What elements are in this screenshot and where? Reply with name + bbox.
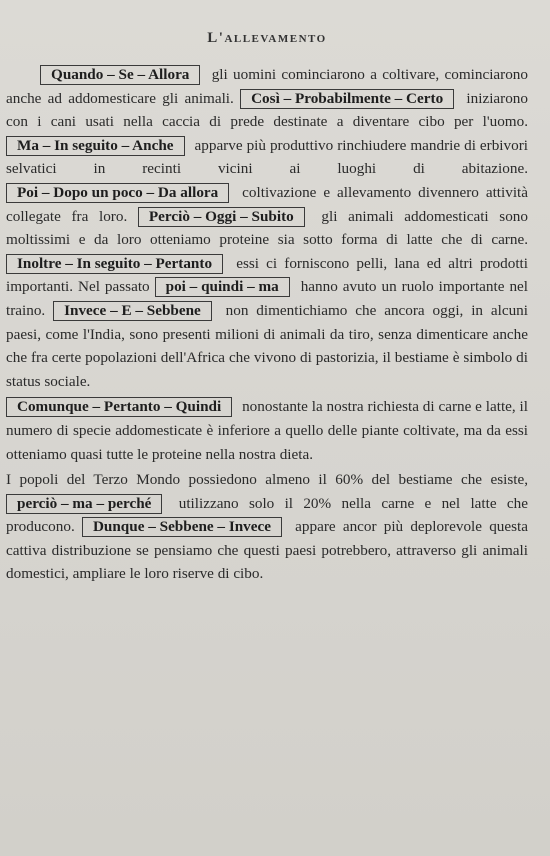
text-segment: I popoli del Terzo Mondo possiedono almeno il 60% del bestiame che esiste, — [6, 471, 528, 489]
text-segment: non dimentichiamo che ancora oggi, in alcuni paesi, come l'India, sono presenti milioni di animali da tiro, senza dimenticare anche che fra certe popolazioni dell'Africa che vivono di pastorizia, il bestiame è simbolo di status sociale. — [6, 301, 528, 390]
text-segment: appare ancor più deplorevole questa cattiva distribuzione se pensiamo che questi paesi potrebbero, attraverso gli animali domestici, ampliare le loro riserve di cibo. — [6, 518, 528, 583]
connector-choice-box[interactable]: poi – quindi – ma — [155, 277, 290, 297]
connector-choice-box[interactable]: Dunque – Sebbene – Invece — [82, 517, 282, 537]
connector-choice-box[interactable]: perciò – ma – perché — [6, 494, 162, 514]
text-segment: utilizzano solo il 20% nella carne e nel latte che producono. — [6, 494, 528, 536]
connector-choice-box[interactable]: Invece – E – Sebbene — [53, 301, 212, 321]
connector-choice-box[interactable]: Inoltre – In seguito – Pertanto — [6, 254, 223, 274]
paragraph-1 — [6, 63, 528, 393]
connector-choice-box[interactable]: Comunque – Pertanto – Quindi — [6, 397, 232, 417]
connector-choice-box[interactable]: Ma – In seguito – Anche — [6, 136, 185, 156]
text-segment: essi ci forniscono pelli, lana ed altri prodotti importanti. Nel passato — [6, 254, 528, 296]
paragraph-2 — [6, 395, 528, 466]
text-segment: hanno avuto un ruolo importante nel traino. — [6, 278, 528, 319]
text-segment: iniziarono con i cani usati nella caccia di prede destinate a diventare cibo per l'uomo. — [6, 89, 528, 131]
text-segment: gli animali addomesticati sono moltissimi e da loro otteniamo proteine sia sotto forma di latte che di carne. — [6, 207, 528, 249]
text-segment: coltivazione e allevamento divennero attività collegate fra loro. — [6, 183, 528, 225]
connector-choice-box[interactable]: Quando – Se – Allora — [40, 65, 200, 85]
connector-choice-box[interactable]: Perciò – Oggi – Subito — [138, 207, 305, 227]
text-segment: gli uomini cominciarono a coltivare, cominciarono anche ad addomesticare gli animali. — [6, 66, 528, 107]
connector-choice-box[interactable]: Poi – Dopo un poco – Da allora — [6, 183, 229, 203]
connector-choice-box[interactable]: Così – Probabilmente – Certo — [240, 89, 454, 109]
body-text — [6, 63, 528, 586]
text-segment: apparve più produttivo rinchiudere mandrie di erbivori selvatici in recinti vicini ai luoghi di abitazione. — [6, 136, 528, 178]
page-title: L'allevamento — [207, 30, 327, 46]
paragraph-3 — [6, 468, 528, 586]
text-segment: nonostante la nostra richiesta di carne e latte, il numero di specie addomesticate è inferiore a quello delle piante coltivate, ma da essi otteniamo quasi tutte le proteine nella nostra dieta. — [6, 398, 528, 463]
